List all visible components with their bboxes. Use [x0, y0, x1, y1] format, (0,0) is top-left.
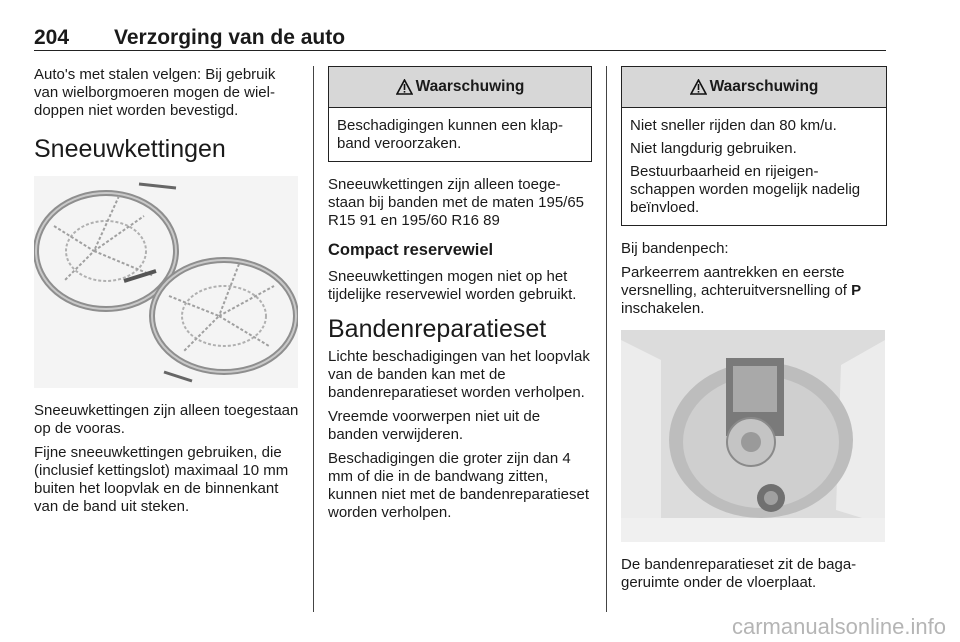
intro-paragraph: Auto's met stalen velgen: Bij gebruik van wielborgmoeren mogen de wieldoppen niet worden bevestigd.: [34, 66, 276, 119]
parking-brake-text: Parkeerrem aantrekken en eerste versnelling, achteruitversnelling of: [621, 264, 852, 299]
repair-kit-location-caption: De bandenreparatieset zit de bagageruimte onder de vloerplaat.: [621, 556, 857, 591]
subheading-compact-spare: Compact reservewiel: [328, 241, 494, 259]
column-1: [34, 66, 302, 522]
warning-header: [329, 67, 591, 108]
parking-brake-text-end: inschakelen.: [621, 300, 705, 317]
warning-triangle-icon: [396, 79, 413, 95]
repair-kit-paragraph-2: Vreemde voorwerpen niet uit de banden verwijderen.: [328, 408, 541, 443]
tire-sizes-paragraph: Sneeuwkettingen zijn alleen toegestaan bij banden met de maten 195/65 R15 91 en 195/60 R16 89: [328, 176, 585, 229]
page-header: [34, 22, 886, 51]
parking-brake-paragraph: [621, 264, 887, 318]
repair-kit-photo: [621, 330, 885, 542]
warning-body: [329, 108, 591, 161]
snow-chains-illustration-svg: [34, 176, 298, 388]
warning-title: Waarschuwing: [415, 78, 525, 95]
column-divider-1: [313, 66, 314, 612]
warning-line-speed: Niet sneller rijden dan 80 km/u.: [630, 117, 837, 134]
flat-tire-paragraph: Bij bandenpech:: [621, 240, 729, 257]
warning-box-1: [328, 66, 592, 162]
compact-spare-paragraph: Sneeuwkettingen mogen niet op het tijdelijke reservewiel worden gebruikt.: [328, 268, 577, 303]
watermark: carmanualsonline.info: [731, 614, 946, 639]
warning-title: Waarschuwing: [709, 78, 819, 95]
column-3: [621, 66, 887, 598]
snow-chains-paragraph-2: Fijne sneeuwkettingen gebruiken, die (inclusief kettingslot) maximaal 10 mm buiten het loopvlak en de binnenkant van de band uit steken.: [34, 444, 289, 515]
warning-line-duration: Niet langdurig gebruiken.: [630, 140, 797, 157]
repair-kit-paragraph-1: Lichte beschadigingen van het loopvlak van de banden kan met de bandenreparatieset worden verholpen.: [328, 348, 590, 401]
warning-header: [622, 67, 886, 108]
page-number: 204: [34, 26, 70, 49]
warning-body: [622, 108, 886, 225]
warning-text: Beschadigingen kunnen een klapband veroorzaken.: [337, 117, 564, 152]
section-heading-repair-kit: Bandenreparatieset: [328, 315, 547, 343]
gear-p-label: P: [851, 282, 862, 299]
column-divider-2: [606, 66, 607, 612]
repair-kit-paragraph-3: Beschadigingen die groter zijn dan 4 mm of die in de bandwang zitten, kunnen niet met de bandenreparatieset worden verholpen.: [328, 450, 590, 521]
page-title: Verzorging van de auto: [114, 26, 346, 49]
section-heading-snow-chains: Sneeuwkettingen: [34, 135, 226, 163]
repair-kit-photo-svg: [621, 330, 885, 542]
warning-triangle-icon: [690, 79, 707, 95]
snow-chains-paragraph-1: Sneeuwkettingen zijn alleen toegestaan op de vooras.: [34, 402, 299, 437]
column-2: [328, 66, 592, 528]
warning-line-handling: Bestuurbaarheid en rijeigenschappen worden mogelijk nadelig beïnvloed.: [630, 163, 861, 216]
warning-box-2: [621, 66, 887, 226]
snow-chains-illustration: [34, 176, 298, 388]
